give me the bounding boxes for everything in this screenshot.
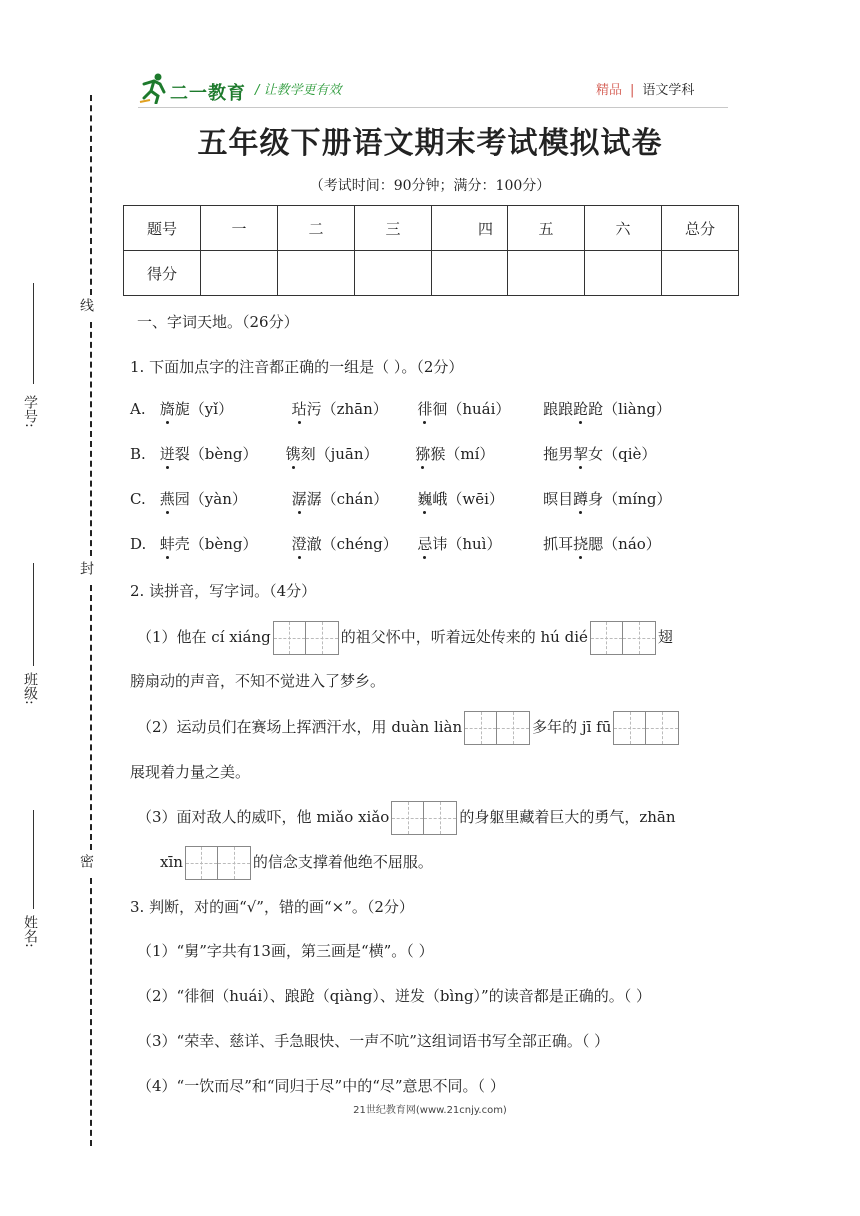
header-subject-label: 语文学科 (642, 83, 695, 98)
slogan: / 让教学更有效 (255, 83, 342, 98)
binding-mark-mi: 密 (78, 854, 94, 868)
q2-line-2: （2）运动员们在赛场上挥洒汗水，用 duàn liàn 多年的 jī fū (137, 710, 681, 745)
header-separator: | (630, 83, 635, 98)
writing-grid[interactable] (590, 621, 656, 655)
judgement-item: （1）“舅”字共有13画，第三画是“横”。（ ） (137, 942, 434, 960)
student-no-label: 学号: (22, 395, 38, 428)
score-cell[interactable] (508, 251, 585, 296)
judgement-item: （2）“徘徊（huái）、踉跄（qiàng）、迸发（bìng）”的读音都是正确的。（ ） (137, 987, 651, 1005)
header-divider (138, 107, 728, 108)
writing-grid[interactable] (613, 711, 679, 745)
table-cell: 三 (355, 206, 432, 251)
score-table (123, 205, 739, 296)
student-no-line[interactable] (33, 283, 34, 384)
writing-grid[interactable] (273, 621, 339, 655)
binding-mark-feng: 封 (78, 561, 94, 575)
score-cell[interactable] (355, 251, 432, 296)
table-cell: 二 (278, 206, 355, 251)
logo-runner-icon (138, 72, 170, 104)
binding-mark-xian: 线 (78, 298, 94, 312)
table-cell: 总分 (662, 206, 739, 251)
question-stem: 3. 判断，对的画“√”，错的画“×”。（2分） (130, 898, 414, 916)
binding-line (90, 95, 92, 295)
question-stem: 1. 下面加点字的注音都正确的一组是（ ）。（2分） (130, 358, 464, 376)
section-heading: 一、字词天地。（26分） (137, 313, 299, 331)
judgement-item: （4）“一饮而尽”和“同归于尽”中的“尽”意思不同。（ ） (137, 1077, 505, 1095)
binding-line (90, 585, 92, 850)
writing-grid[interactable] (391, 801, 457, 835)
table-cell: 五 (508, 206, 585, 251)
option-row-a: A. 旖旎（yǐ） 玷污（zhān） 徘徊（huái） 踉踉跄跄（liàng） (130, 400, 671, 418)
score-cell[interactable] (585, 251, 662, 296)
table-cell: 一 (201, 206, 278, 251)
table-cell: 题号 (124, 206, 201, 251)
exam-subtitle: （考试时间：90分钟；满分：100分） (309, 178, 551, 194)
score-cell[interactable] (432, 251, 508, 296)
q2-line-1: （1）他在 cí xiáng 的祖父怀中，听着远处传来的 hú dié 翅 (137, 620, 673, 655)
score-table-header-row (124, 206, 739, 251)
footer-source: 21世纪教育网(www.21cnjy.com) (353, 1105, 507, 1116)
option-row-c: C. 燕园（yàn） 潺潺（chán） 巍峨（wēi） 暝目蹲身（míng） (130, 490, 672, 508)
q2-line-1-cont: 膀扇动的声音，不知不觉进入了梦乡。 (130, 672, 386, 690)
name-label: 姓名: (22, 915, 38, 948)
writing-grid[interactable] (185, 846, 251, 880)
judgement-item: （3）“荣幸、慈详、手急眼快、一声不吭”这组词语书写全部正确。（ ） (137, 1032, 610, 1050)
header-highlight: 精品 (596, 83, 623, 98)
q2-line-2-cont: 展现着力量之美。 (130, 763, 251, 781)
header-subject (596, 79, 694, 98)
table-cell: 得分 (124, 251, 201, 296)
q2-line-3-cont: xīn 的信念支撑着他绝不屈服。 (160, 845, 433, 880)
class-line[interactable] (33, 563, 34, 666)
q2-line-3: （3）面对敌人的威吓，他 miǎo xiǎo 的身躯里藏着巨大的勇气，zhān (137, 800, 675, 835)
score-cell[interactable] (662, 251, 739, 296)
table-cell: 四 (432, 206, 508, 251)
brand-name: 二一教育 (170, 83, 246, 104)
option-row-b: B. 迸裂（bèng） 镌刻（juān） 猕猴（mí） 拖男挈女（qiè） (130, 445, 657, 463)
option-row-d: D. 蚌壳（bèng） 澄澈（chéng） 忌讳（huì） 抓耳挠腮（náo） (130, 535, 661, 553)
score-table-score-row (124, 251, 739, 296)
writing-grid[interactable] (464, 711, 530, 745)
class-label: 班级: (22, 672, 38, 705)
score-cell[interactable] (201, 251, 278, 296)
score-cell[interactable] (278, 251, 355, 296)
binding-line (90, 322, 92, 556)
page-title: 五年级下册语文期末考试模拟试卷 (197, 126, 663, 161)
table-cell: 六 (585, 206, 662, 251)
name-line[interactable] (33, 810, 34, 909)
question-stem: 2. 读拼音，写字词。（4分） (130, 582, 317, 600)
